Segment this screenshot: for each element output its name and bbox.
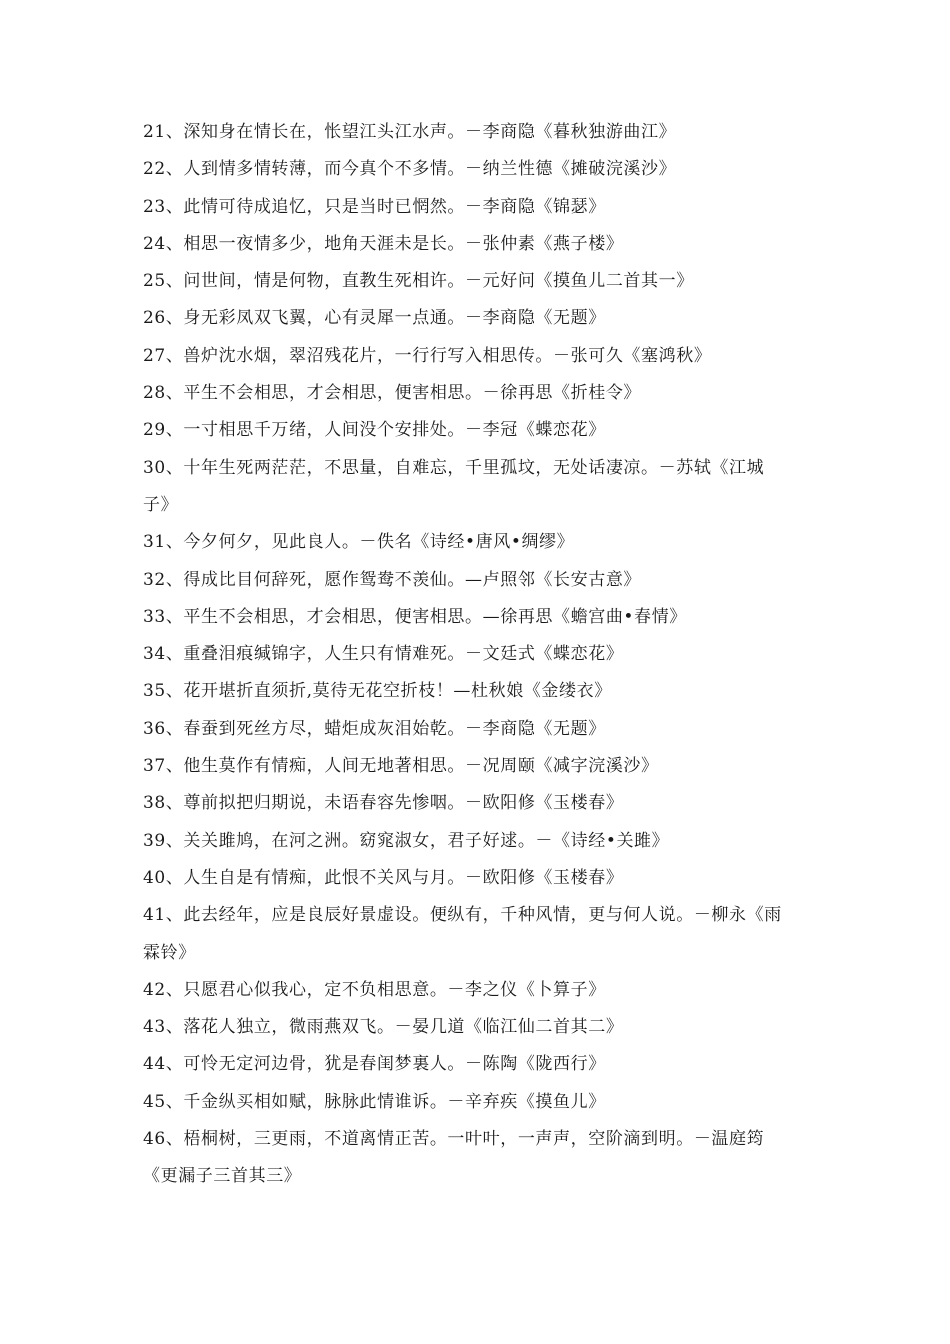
text-line: 35、花开堪折直须折,莫待无花空折枝！—杜秋娘《金缕衣》 xyxy=(143,681,612,702)
text-line: 30、十年生死两茫茫，不思量，自难忘，千里孤坟，无处话凄凉。－苏轼《江城 xyxy=(143,457,765,478)
text-line: 44、可怜无定河边骨，犹是春闺梦裏人。－陈陶《陇西行》 xyxy=(143,1054,606,1075)
text-line: 29、一寸相思千万绪，人间没个安排处。－李冠《蝶恋花》 xyxy=(143,420,606,441)
text-line: 31、今夕何夕，见此良人。－佚名《诗经•唐风•绸缪》 xyxy=(143,532,575,553)
text-line: 21、深知身在情长在，怅望江头江水声。－李商隐《暮秋独游曲江》 xyxy=(143,122,677,142)
text-line: 40、人生自是有情痴，此恨不关风与月。－欧阳修《玉楼春》 xyxy=(143,867,624,888)
text-line: 24、相思一夜情多少，地角天涯未是长。－张仲素《燕子楼》 xyxy=(143,233,624,254)
text-line: 39、关关雎鸠，在河之洲。窈窕淑女，君子好逑。－《诗经•关雎》 xyxy=(143,830,670,851)
text-line: 43、落花人独立，微雨燕双飞。－晏几道《临江仙二首其二》 xyxy=(143,1017,624,1038)
text-block xyxy=(143,114,813,1196)
text-line: 子》 xyxy=(143,494,179,515)
text-line: 37、他生莫作有情痴，人间无地著相思。－况周颐《减字浣溪沙》 xyxy=(143,756,659,777)
text-line: 23、此情可待成追忆，只是当时已惘然。－李商隐《锦瑟》 xyxy=(143,196,606,217)
text-line: 41、此去经年，应是良辰好景虚设。便纵有，千种风情，更与何人说。－柳永《雨 xyxy=(143,905,782,926)
text-line: 33、平生不会相思，才会相思，便害相思。—徐再思《蟾宫曲•春情》 xyxy=(143,606,687,627)
text-line: 32、得成比目何辞死，愿作鸳鸯不羡仙。—卢照邻《长安古意》 xyxy=(143,569,642,590)
text-line: 27、兽炉沈水烟，翠沼残花片，一行行写入相思传。－张可久《塞鸿秋》 xyxy=(143,345,712,366)
text-line: 25、问世间，情是何物，直教生死相许。－元好问《摸鱼儿二首其一》 xyxy=(143,271,694,292)
text-line: 38、尊前拟把归期说，未语春容先惨咽。－欧阳修《玉楼春》 xyxy=(143,793,624,814)
text-line: 45、千金纵买相如赋，脉脉此情谁诉。－辛弃疾《摸鱼儿》 xyxy=(143,1091,606,1112)
text-line: 霖铃》 xyxy=(143,942,196,963)
text-line: 《更漏子三首其三》 xyxy=(143,1166,302,1187)
text-line: 26、身无彩凤双飞翼，心有灵犀一点通。－李商隐《无题》 xyxy=(143,308,606,329)
text-line: 28、平生不会相思，才会相思，便害相思。－徐再思《折桂令》 xyxy=(143,383,642,404)
text-line: 46、梧桐树，三更雨，不道离情正苦。一叶叶，一声声，空阶滴到明。－温庭筠 xyxy=(143,1129,765,1150)
text-line: 34、重叠泪痕缄锦字，人生只有情难死。－文廷式《蝶恋花》 xyxy=(143,644,624,665)
text-line: 36、春蚕到死丝方尽，蜡炬成灰泪始乾。－李商隐《无题》 xyxy=(143,718,606,739)
text-line: 42、只愿君心似我心，定不负相思意。－李之仪《卜算子》 xyxy=(143,979,606,1000)
text-line: 22、人到情多情转薄，而今真个不多情。－纳兰性德《摊破浣溪沙》 xyxy=(143,159,677,180)
